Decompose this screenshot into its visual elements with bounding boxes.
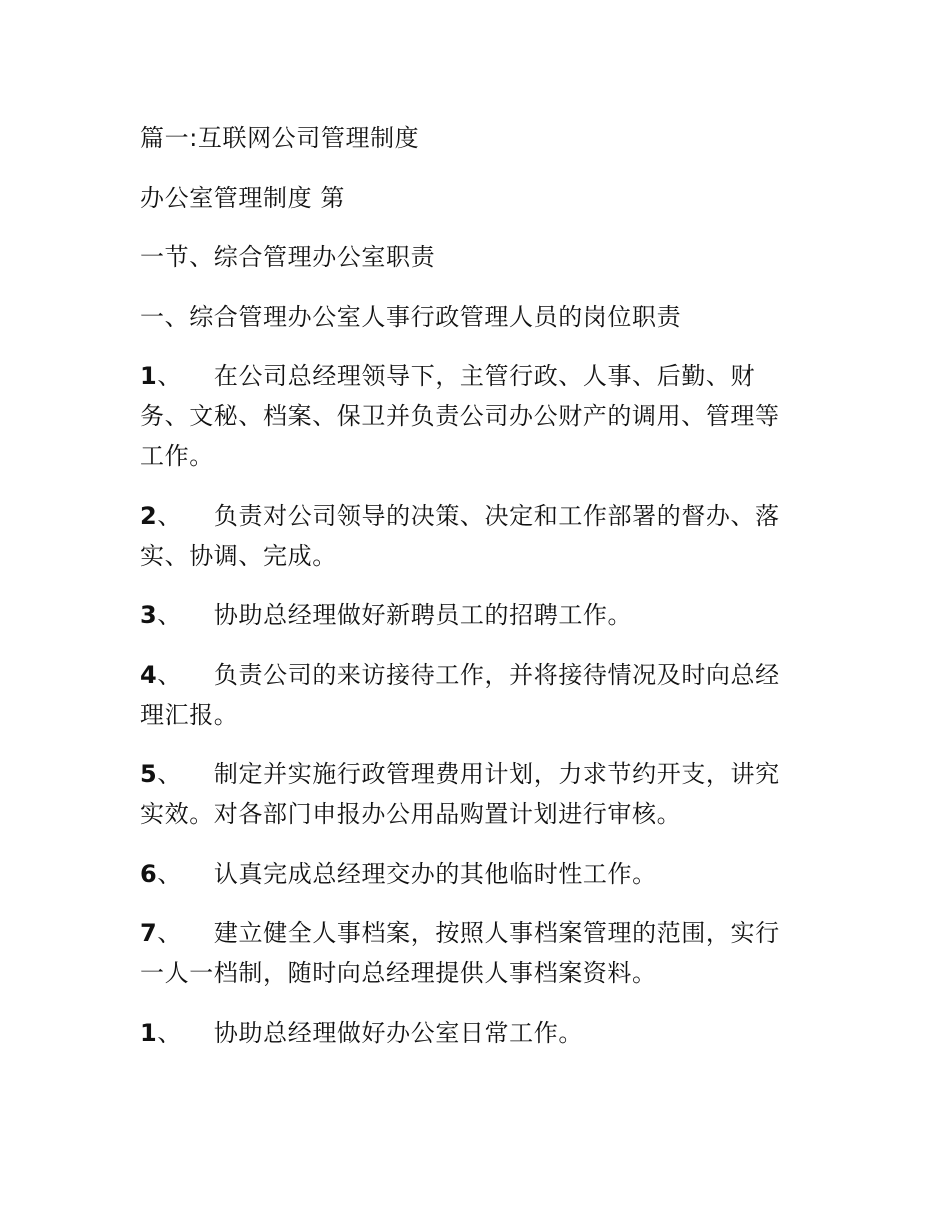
item-number: 7 — [140, 919, 158, 947]
list-item — [140, 1013, 800, 1053]
list-item — [140, 655, 800, 735]
item-text: 认真完成总经理交办的其他临时性工作。 — [213, 859, 657, 888]
item-number: 5 — [140, 760, 158, 788]
list-item — [140, 754, 800, 834]
list-item — [140, 595, 800, 635]
document-heading: 篇一:互联网公司管理制度 — [140, 124, 420, 152]
section-title: 一节、综合管理办公室职责 — [140, 243, 436, 271]
item-text: 负责对公司领导的决策、决定和工作部署的督办、落实、协调、完成。 — [140, 501, 780, 570]
item-text: 在公司总经理领导下，主管行政、人事、后勤、财务、文秘、档案、保卫并负责公司办公财产的调用、管理等工作。 — [140, 362, 780, 470]
item-mark: 、 — [157, 1018, 182, 1047]
list-item — [140, 356, 800, 476]
item-text: 制定并实施行政管理费用计划，力求节约开支，讲究实效。对各部门申报办公用品购置计划进行审核。 — [140, 760, 780, 828]
item-number: 3 — [140, 601, 158, 629]
item-mark: 、 — [157, 660, 182, 689]
item-text: 负责公司的来访接待工作，并将接待情况及时向总经理汇报。 — [140, 660, 780, 729]
item-number: 4 — [140, 660, 158, 689]
list-item — [140, 913, 800, 993]
document-subheading: 办公室管理制度 第 — [140, 183, 346, 212]
subsection-title: 一、综合管理办公室人事行政管理人员的岗位职责 — [140, 302, 682, 331]
item-text: 协助总经理做好新聘员工的招聘工作。 — [213, 601, 633, 629]
item-number: 1 — [140, 1018, 158, 1047]
item-text: 建立健全人事档案，按照人事档案管理的范围，实行一人一档制，随时向总经理提供人事档案资料。 — [140, 919, 780, 987]
item-number: 2 — [140, 501, 158, 530]
item-mark: 、 — [157, 859, 182, 888]
list-item — [140, 854, 800, 894]
item-mark: 、 — [157, 919, 182, 947]
document-body — [140, 118, 800, 1072]
item-number: 1 — [140, 362, 158, 390]
item-number: 6 — [140, 859, 158, 888]
item-mark: 、 — [157, 362, 182, 390]
item-mark: 、 — [157, 501, 182, 530]
item-text: 协助总经理做好办公室日常工作。 — [213, 1018, 583, 1047]
list-item — [140, 496, 800, 576]
item-mark: 、 — [157, 760, 182, 788]
item-mark: 、 — [157, 601, 182, 629]
